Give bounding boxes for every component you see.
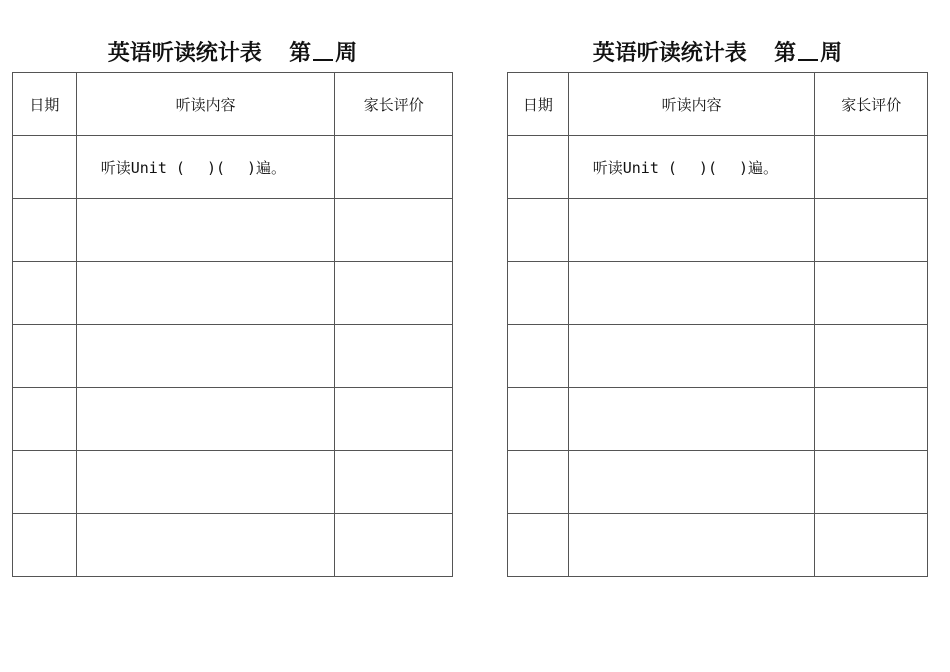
content-cell[interactable] bbox=[568, 451, 815, 514]
date-cell[interactable] bbox=[13, 262, 77, 325]
parent-review-cell[interactable] bbox=[335, 388, 453, 451]
listening-task-cell[interactable] bbox=[76, 136, 335, 199]
task-middle: )( bbox=[698, 158, 717, 177]
parent-review-cell[interactable] bbox=[335, 199, 453, 262]
table-row bbox=[508, 262, 928, 325]
sheet-title bbox=[12, 38, 453, 68]
task-prefix: 听读Unit ( bbox=[592, 158, 677, 177]
parent-review-cell[interactable] bbox=[815, 325, 928, 388]
content-cell[interactable] bbox=[76, 514, 335, 577]
table-row bbox=[508, 136, 928, 199]
table-row bbox=[508, 388, 928, 451]
content-cell[interactable] bbox=[76, 325, 335, 388]
task-suffix: )遍。 bbox=[247, 158, 287, 177]
parent-review-cell[interactable] bbox=[815, 262, 928, 325]
table-row bbox=[13, 199, 453, 262]
content-cell[interactable] bbox=[568, 388, 815, 451]
date-cell[interactable] bbox=[508, 199, 569, 262]
parent-review-cell[interactable] bbox=[335, 325, 453, 388]
table-row bbox=[508, 514, 928, 577]
stats-table bbox=[12, 72, 453, 577]
stats-table bbox=[507, 72, 928, 577]
parent-review-cell[interactable] bbox=[815, 136, 928, 199]
parent-review-cell[interactable] bbox=[335, 514, 453, 577]
title-week-suffix: 周 bbox=[335, 40, 358, 66]
table-row bbox=[13, 325, 453, 388]
listening-task-cell[interactable] bbox=[568, 136, 815, 199]
title-main: 英语听读统计表 bbox=[592, 40, 747, 66]
table-row bbox=[508, 199, 928, 262]
header-content: 听读内容 bbox=[76, 73, 335, 136]
parent-review-cell[interactable] bbox=[335, 136, 453, 199]
date-cell[interactable] bbox=[508, 388, 569, 451]
table-row bbox=[508, 451, 928, 514]
header-row bbox=[508, 73, 928, 136]
header-content: 听读内容 bbox=[568, 73, 815, 136]
date-cell[interactable] bbox=[508, 136, 569, 199]
header-parent-review: 家长评价 bbox=[815, 73, 928, 136]
date-cell[interactable] bbox=[13, 388, 77, 451]
sheet-title bbox=[507, 38, 928, 68]
date-cell[interactable] bbox=[13, 451, 77, 514]
title-week-prefix: 第 bbox=[774, 40, 797, 66]
header-date: 日期 bbox=[13, 73, 77, 136]
header-date: 日期 bbox=[508, 73, 569, 136]
parent-review-cell[interactable] bbox=[815, 199, 928, 262]
table-row bbox=[13, 136, 453, 199]
date-cell[interactable] bbox=[13, 136, 77, 199]
date-cell[interactable] bbox=[13, 514, 77, 577]
parent-review-cell[interactable] bbox=[335, 262, 453, 325]
title-week-prefix: 第 bbox=[289, 40, 312, 66]
week-number-blank[interactable] bbox=[798, 57, 818, 61]
date-cell[interactable] bbox=[13, 199, 77, 262]
content-cell[interactable] bbox=[568, 325, 815, 388]
task-middle: )( bbox=[206, 158, 225, 177]
table-row bbox=[13, 451, 453, 514]
header-row bbox=[13, 73, 453, 136]
task-suffix: )遍。 bbox=[738, 158, 779, 177]
date-cell[interactable] bbox=[13, 325, 77, 388]
date-cell[interactable] bbox=[508, 262, 569, 325]
header-parent-review: 家长评价 bbox=[335, 73, 453, 136]
table-row bbox=[508, 325, 928, 388]
task-prefix: 听读Unit ( bbox=[100, 158, 185, 177]
table-row bbox=[13, 388, 453, 451]
content-cell[interactable] bbox=[76, 262, 335, 325]
table-row bbox=[13, 262, 453, 325]
title-week-suffix: 周 bbox=[820, 40, 843, 66]
content-cell[interactable] bbox=[568, 199, 815, 262]
content-cell[interactable] bbox=[76, 451, 335, 514]
content-cell[interactable] bbox=[568, 514, 815, 577]
content-cell[interactable] bbox=[76, 199, 335, 262]
title-main: 英语听读统计表 bbox=[107, 40, 262, 66]
week-number-blank[interactable] bbox=[313, 57, 333, 61]
date-cell[interactable] bbox=[508, 325, 569, 388]
parent-review-cell[interactable] bbox=[335, 451, 453, 514]
table-row bbox=[13, 514, 453, 577]
date-cell[interactable] bbox=[508, 514, 569, 577]
parent-review-cell[interactable] bbox=[815, 514, 928, 577]
content-cell[interactable] bbox=[76, 388, 335, 451]
parent-review-cell[interactable] bbox=[815, 451, 928, 514]
parent-review-cell[interactable] bbox=[815, 388, 928, 451]
content-cell[interactable] bbox=[568, 262, 815, 325]
date-cell[interactable] bbox=[508, 451, 569, 514]
